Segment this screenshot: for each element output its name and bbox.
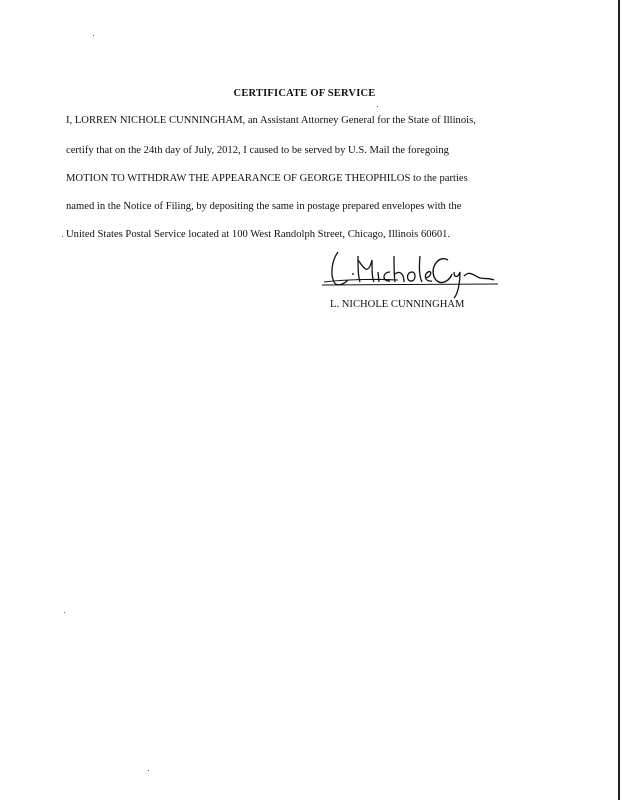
- scan-speck: [377, 106, 378, 107]
- handwritten-signature: [318, 246, 503, 302]
- scan-speck: [62, 236, 63, 237]
- scan-speck: [148, 770, 149, 771]
- scan-edge: [618, 0, 620, 800]
- scan-speck: [93, 35, 94, 36]
- scan-speck: [64, 612, 65, 613]
- document-title: CERTIFICATE OF SERVICE: [233, 88, 376, 99]
- body-line-5: United States Postal Service located at 100 West Randolph Street, Chicago, Illinois 60601.: [66, 229, 451, 240]
- body-line-4: named in the Notice of Filing, by depositing the same in postage prepared envelopes with the: [66, 201, 462, 212]
- body-line-1: I, LORREN NICHOLE CUNNINGHAM, an Assistant Attorney General for the State of Illinois,: [66, 115, 476, 126]
- body-line-3: MOTION TO WITHDRAW THE APPEARANCE OF GEORGE THEOPHILOS to the parties: [66, 173, 468, 184]
- body-line-2: certify that on the 24th day of July, 2012, I caused to be served by U.S. Mail the foregoing: [66, 145, 449, 156]
- signer-name: L. NICHOLE CUNNINGHAM: [330, 299, 465, 310]
